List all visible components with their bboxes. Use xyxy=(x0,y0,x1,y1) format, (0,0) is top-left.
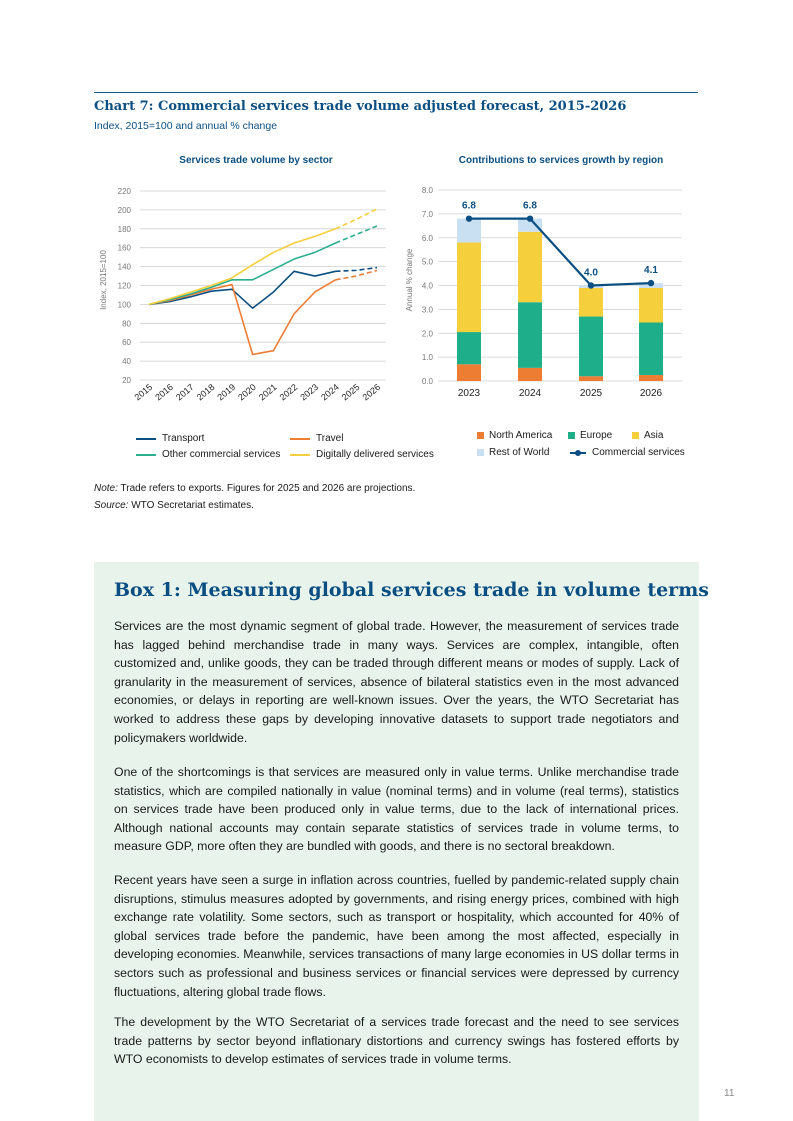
legend-commercial-services xyxy=(570,447,685,458)
bar-europe-2026 xyxy=(639,323,663,376)
x-tick-label: 2025 xyxy=(339,381,362,403)
legend-north-america-swatch xyxy=(477,432,484,439)
legend-digital-label: Digitally delivered services xyxy=(316,449,434,460)
y-axis-label: Index, 2015=100 xyxy=(99,250,108,310)
legend-asia xyxy=(632,430,663,441)
y-axis-label: Annual % change xyxy=(405,248,414,312)
y-tick-label: 1.0 xyxy=(421,353,433,363)
legend-rest-of-world-swatch xyxy=(477,449,484,456)
x-tick-label: 2023 xyxy=(298,381,321,403)
y-tick-label: 7.0 xyxy=(421,209,433,219)
bar-asia-2026 xyxy=(639,288,663,323)
legend-transport-swatch xyxy=(136,438,156,440)
y-tick-label: 3.0 xyxy=(421,305,433,315)
legend-europe-label: Europe xyxy=(580,430,613,441)
legend-north-america xyxy=(477,430,552,441)
legend-europe-swatch xyxy=(568,432,575,439)
legend-transport-label: Transport xyxy=(162,433,205,444)
y-tick-label: 180 xyxy=(117,224,131,234)
x-tick-label: 2026 xyxy=(639,388,663,399)
chart-title: Chart 7: Commercial services trade volume adjusted forecast, 2015-2026 xyxy=(94,99,627,114)
legend-travel xyxy=(290,433,343,444)
legend-transport xyxy=(136,433,204,444)
x-tick-label: 2025 xyxy=(579,388,603,399)
bar-asia-2025 xyxy=(579,288,603,317)
legend-other-commercial-label: Other commercial services xyxy=(162,449,281,460)
note-text: Trade refers to exports. Figures for 2025 and 2026 are projections. xyxy=(117,483,416,494)
x-tick-label: 2026 xyxy=(360,381,383,403)
commercial-services-point xyxy=(588,282,594,288)
legend-asia-label: Asia xyxy=(644,430,664,441)
y-tick-label: 2.0 xyxy=(421,329,433,339)
bar-rest-of-world-2023 xyxy=(457,219,481,243)
y-tick-label: 220 xyxy=(117,187,131,196)
y-tick-label: 140 xyxy=(117,262,131,272)
chart-note xyxy=(94,483,415,494)
box-paragraph: One of the shortcomings is that services are measured only in value terms. Unlike merchandise trade statistics, which are compiled nationally in value (nominal terms) and in volume (real terms), statistics on services trade have been produced only in value terms, due to the lack of international prices. Although national accounts may contain separate statistics of services trade in volume terms, to measure GDP, more often they are bundled with goods, and there is no sectoral breakdown. xyxy=(114,765,679,854)
y-tick-label: 40 xyxy=(122,357,131,367)
right-chart-title: Contributions to services growth by region xyxy=(458,155,664,166)
y-tick-label: 8.0 xyxy=(421,186,433,195)
source-label: Source: xyxy=(94,500,129,511)
legend-asia-swatch xyxy=(632,432,639,439)
source-text: WTO Secretariat estimates. xyxy=(128,500,254,511)
legend-digital xyxy=(290,449,434,460)
x-tick-label: 2017 xyxy=(173,381,196,403)
bar-europe-2023 xyxy=(457,332,481,364)
bar-europe-2024 xyxy=(518,302,542,368)
y-tick-label: 80 xyxy=(122,319,131,329)
x-tick-label: 2022 xyxy=(277,381,300,403)
y-tick-label: 100 xyxy=(117,300,131,310)
commercial-services-point xyxy=(466,215,472,221)
y-tick-label: 20 xyxy=(122,376,131,385)
box-paragraph: The development by the WTO Secretariat of a services trade forecast and the need to see services trade patterns by sector beyond inflationary distortions and currency swings has fostered efforts by WTO economists to develop estimates of services trade in volume terms. xyxy=(114,1015,679,1067)
bar-north-america-2025 xyxy=(579,376,603,381)
y-tick-label: 5.0 xyxy=(421,257,433,267)
x-tick-label: 2020 xyxy=(236,381,258,403)
y-tick-label: 4.0 xyxy=(421,281,433,291)
legend-other-commercial-swatch xyxy=(136,454,156,456)
legend-commercial-services-label: Commercial services xyxy=(592,447,685,458)
x-tick-label: 2021 xyxy=(256,381,279,403)
x-tick-label: 2023 xyxy=(457,388,481,399)
legend-commercial-services-swatch xyxy=(570,452,586,454)
legend-digital-swatch xyxy=(290,454,310,456)
data-label: 6.8 xyxy=(462,200,476,212)
y-tick-label: 0.0 xyxy=(421,377,433,386)
chart-subtitle: Index, 2015=100 and annual % change xyxy=(94,120,278,132)
x-tick-label: 2024 xyxy=(319,381,341,403)
bar-asia-2024 xyxy=(518,232,542,302)
bar-north-america-2024 xyxy=(518,368,542,381)
y-tick-label: 160 xyxy=(117,243,131,253)
bar-north-america-2023 xyxy=(457,364,481,381)
x-tick-label: 2018 xyxy=(194,381,217,403)
box-panel xyxy=(94,562,709,1121)
y-tick-label: 120 xyxy=(117,281,131,291)
bar-asia-2023 xyxy=(457,243,481,333)
legend-travel-swatch xyxy=(290,438,310,440)
data-label: 4.0 xyxy=(584,267,598,279)
box-paragraph: Recent years have seen a surge in inflation across countries, fuelled by pandemic-related supply chain disruptions, stimulus measures adopted by governments, and rising energy prices, combined with high exchange rate volatility. Some sectors, such as transport or hospitality, which accounted for 40% of global services trade before the pandemic, have been among the most affected, especially in developing economies. Meanwhile, services transactions of many large economies in US dollar terms in sectors such as professional and business services or financial services were depressed by currency fluctuations, altering global trade flows. xyxy=(114,873,679,999)
legend-europe xyxy=(568,430,612,441)
legend-travel-label: Travel xyxy=(316,433,344,444)
bar-europe-2025 xyxy=(579,317,603,377)
y-tick-label: 6.0 xyxy=(421,233,433,243)
y-tick-label: 60 xyxy=(122,338,131,348)
commercial-services-line xyxy=(469,219,651,286)
legend-north-america-label: North America xyxy=(489,430,553,441)
data-label: 6.8 xyxy=(523,200,537,212)
legend-rest-of-world xyxy=(477,447,549,458)
box-paragraph: Services are the most dynamic segment of global trade. However, the measurement of services trade has lagged behind merchandise trade in many ways. Services are complex, intangible, often customized and, unlike goods, they can be traded through different means or modes of supply. Lack of granularity in the measurement of services, absence of bilateral statistics even in the most advanced economies, or delays in reporting are well-known issues. Over the years, the WTO Secretariat has worked to address these gaps by developing innovative datasets to support trade negotiators and policymakers worldwide. xyxy=(114,619,679,745)
chart-source xyxy=(94,500,254,511)
box-title: Box 1: Measuring global services trade in volume terms xyxy=(114,579,709,601)
left-chart-title: Services trade volume by sector xyxy=(179,155,333,166)
page-number: 11 xyxy=(724,1088,735,1099)
y-tick-label: 200 xyxy=(117,205,131,215)
legend-rest-of-world-label: Rest of World xyxy=(489,447,550,458)
x-tick-label: 2024 xyxy=(518,388,542,399)
commercial-services-point xyxy=(648,280,654,286)
x-tick-label: 2016 xyxy=(153,381,176,403)
x-tick-label: 2019 xyxy=(215,381,238,403)
data-label: 4.1 xyxy=(644,265,658,277)
bar-north-america-2026 xyxy=(639,375,663,381)
x-tick-label: 2015 xyxy=(132,381,155,403)
stacked-bar-chart xyxy=(0,0,720,420)
note-label: Note: xyxy=(94,483,118,494)
legend-other-commercial xyxy=(136,449,280,460)
commercial-services-point xyxy=(527,215,533,221)
